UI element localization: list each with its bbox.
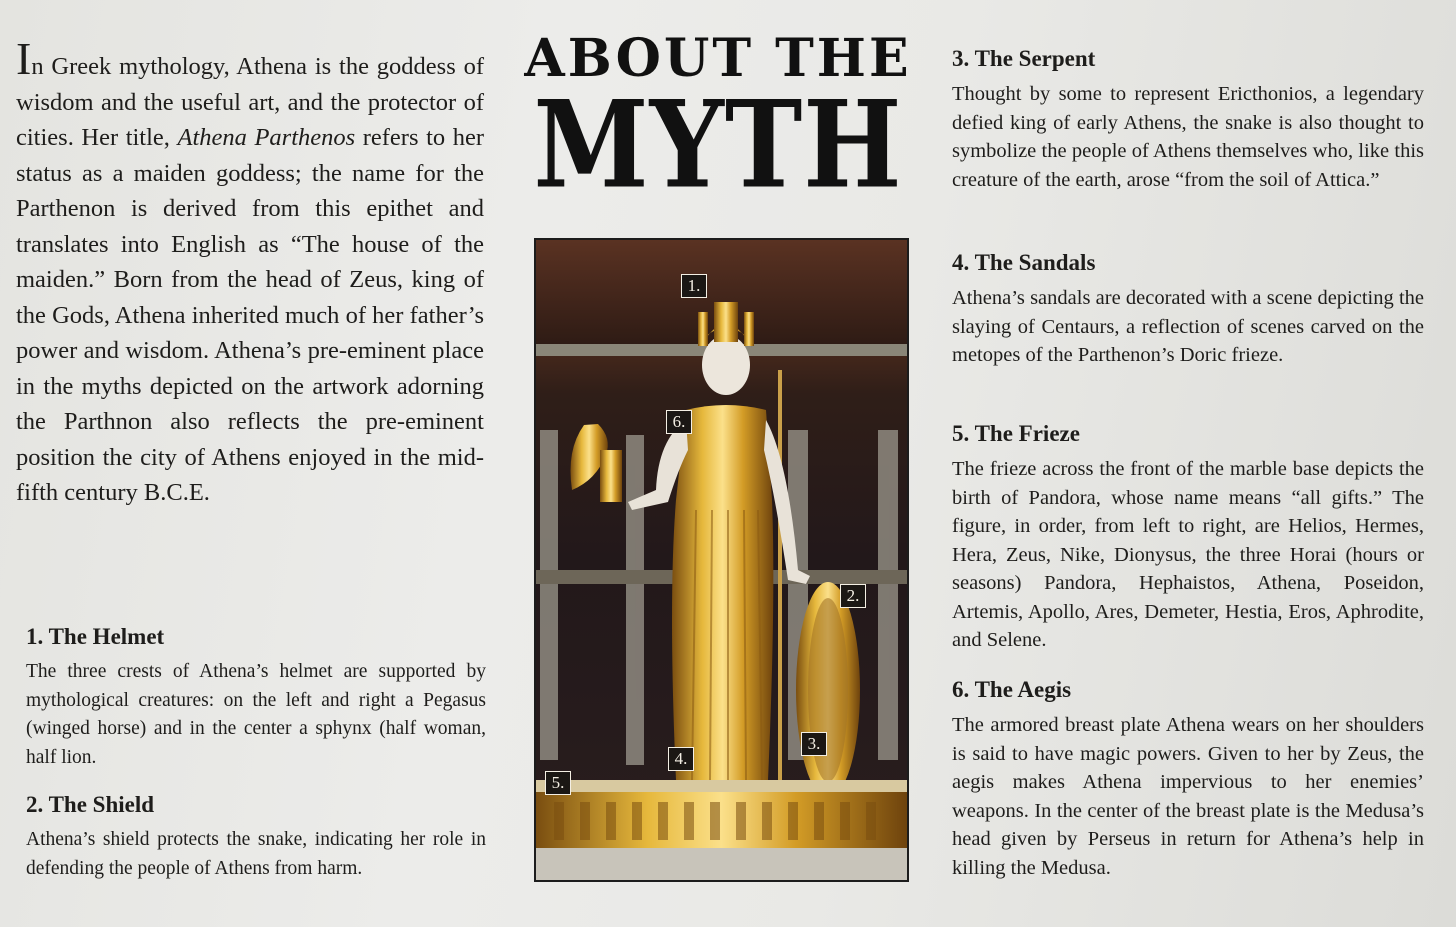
section-text: Athena’s sandals are decorated with a scene depicting the slaying of Centaurs, a reflection of scenes carved on the metopes of the Parthenon’s Doric frieze. bbox=[952, 287, 1424, 366]
marker-2: 2. bbox=[840, 584, 866, 608]
heading-line-1: ABOUT THE bbox=[524, 28, 912, 89]
section-text: The frieze across the front of the marble base depicts the birth of Pandora, whose name means “all gifts.” The figure, in order, from left to right, are Helios, Hermes, Hera, Zeus, Nike, Dionysus, the three Horai (hours or seasons) Pandora, Hephaistos, Athena, Poseidon, Artemis, Apollo, Ares, Demeter, Hestia, Eros, Aphrodite, and Selene. bbox=[952, 458, 1424, 651]
section-title: 6. The Aegis bbox=[952, 677, 1072, 702]
marker-4: 4. bbox=[668, 747, 694, 771]
section-text: Athena’s shield protects the snake, indicating her role in defending the people of Athens from harm. bbox=[26, 829, 486, 879]
intro-italic-title: Athena Parthenos bbox=[177, 124, 356, 151]
marker-5: 5. bbox=[545, 771, 571, 795]
section-serpent bbox=[952, 46, 1424, 194]
section-sandals bbox=[952, 250, 1424, 370]
section-text: Thought by some to represent Ericthonios, a legendary defied king of early Athens, the snake is also thought to symbolize the people of Athens themselves who, like this creature of the earth, arose “from the soil of Attica.” bbox=[952, 83, 1424, 191]
section-text: The three crests of Athena’s helmet are supported by mythological creatures: on the left and right a Pegasus (winged horse) and in the center a sphynx (half woman, half lion. bbox=[26, 661, 486, 768]
heading-line-2: MYTH bbox=[533, 73, 903, 216]
section-frieze bbox=[952, 421, 1424, 655]
section-text: The armored breast plate Athena wears on her shoulders is said to have magic powers. Given to her by Zeus, the aegis makes Athena impervious to her enemies’ weapons. In the center of the breast plate is the Medusa’s head given by Perseus in return for Athena’s help in killing the Medusa. bbox=[952, 714, 1424, 879]
section-helmet bbox=[26, 624, 486, 772]
section-title: 1. The Helmet bbox=[26, 624, 165, 649]
section-title: 4. The Sandals bbox=[952, 250, 1096, 275]
marker-3: 3. bbox=[801, 732, 827, 756]
marker-6: 6. bbox=[666, 410, 692, 434]
section-shield bbox=[26, 792, 486, 883]
section-title: 5. The Frieze bbox=[952, 421, 1080, 446]
drop-cap: I bbox=[16, 33, 32, 84]
marker-1: 1. bbox=[681, 274, 707, 298]
statue-illustration bbox=[536, 240, 907, 880]
page-heading bbox=[520, 28, 916, 216]
intro-text-part1: n Greek mythology, Athena is the goddess of wisdom and the useful art, and the protector of cities. Her title, bbox=[16, 53, 484, 151]
intro-text-part2: refers to her status as a maiden goddess; the name for the Parthenon is derived from this epithet and translates into English as “The house of the maiden.” Born from the head of Zeus, king of the Gods, Athena inherited much of her father’s power and wisdom. Athena’s pre-eminent place in the myths depicted on the artwork adorning the Parthnon also reflects the pre-eminent position the city of Athens enjoyed in the mid-fifth century B.C.E. bbox=[16, 124, 484, 506]
intro-paragraph bbox=[16, 33, 484, 511]
athena-statue-photo bbox=[534, 238, 909, 882]
section-aegis bbox=[952, 677, 1424, 882]
section-title: 3. The Serpent bbox=[952, 46, 1096, 71]
section-title: 2. The Shield bbox=[26, 792, 155, 817]
